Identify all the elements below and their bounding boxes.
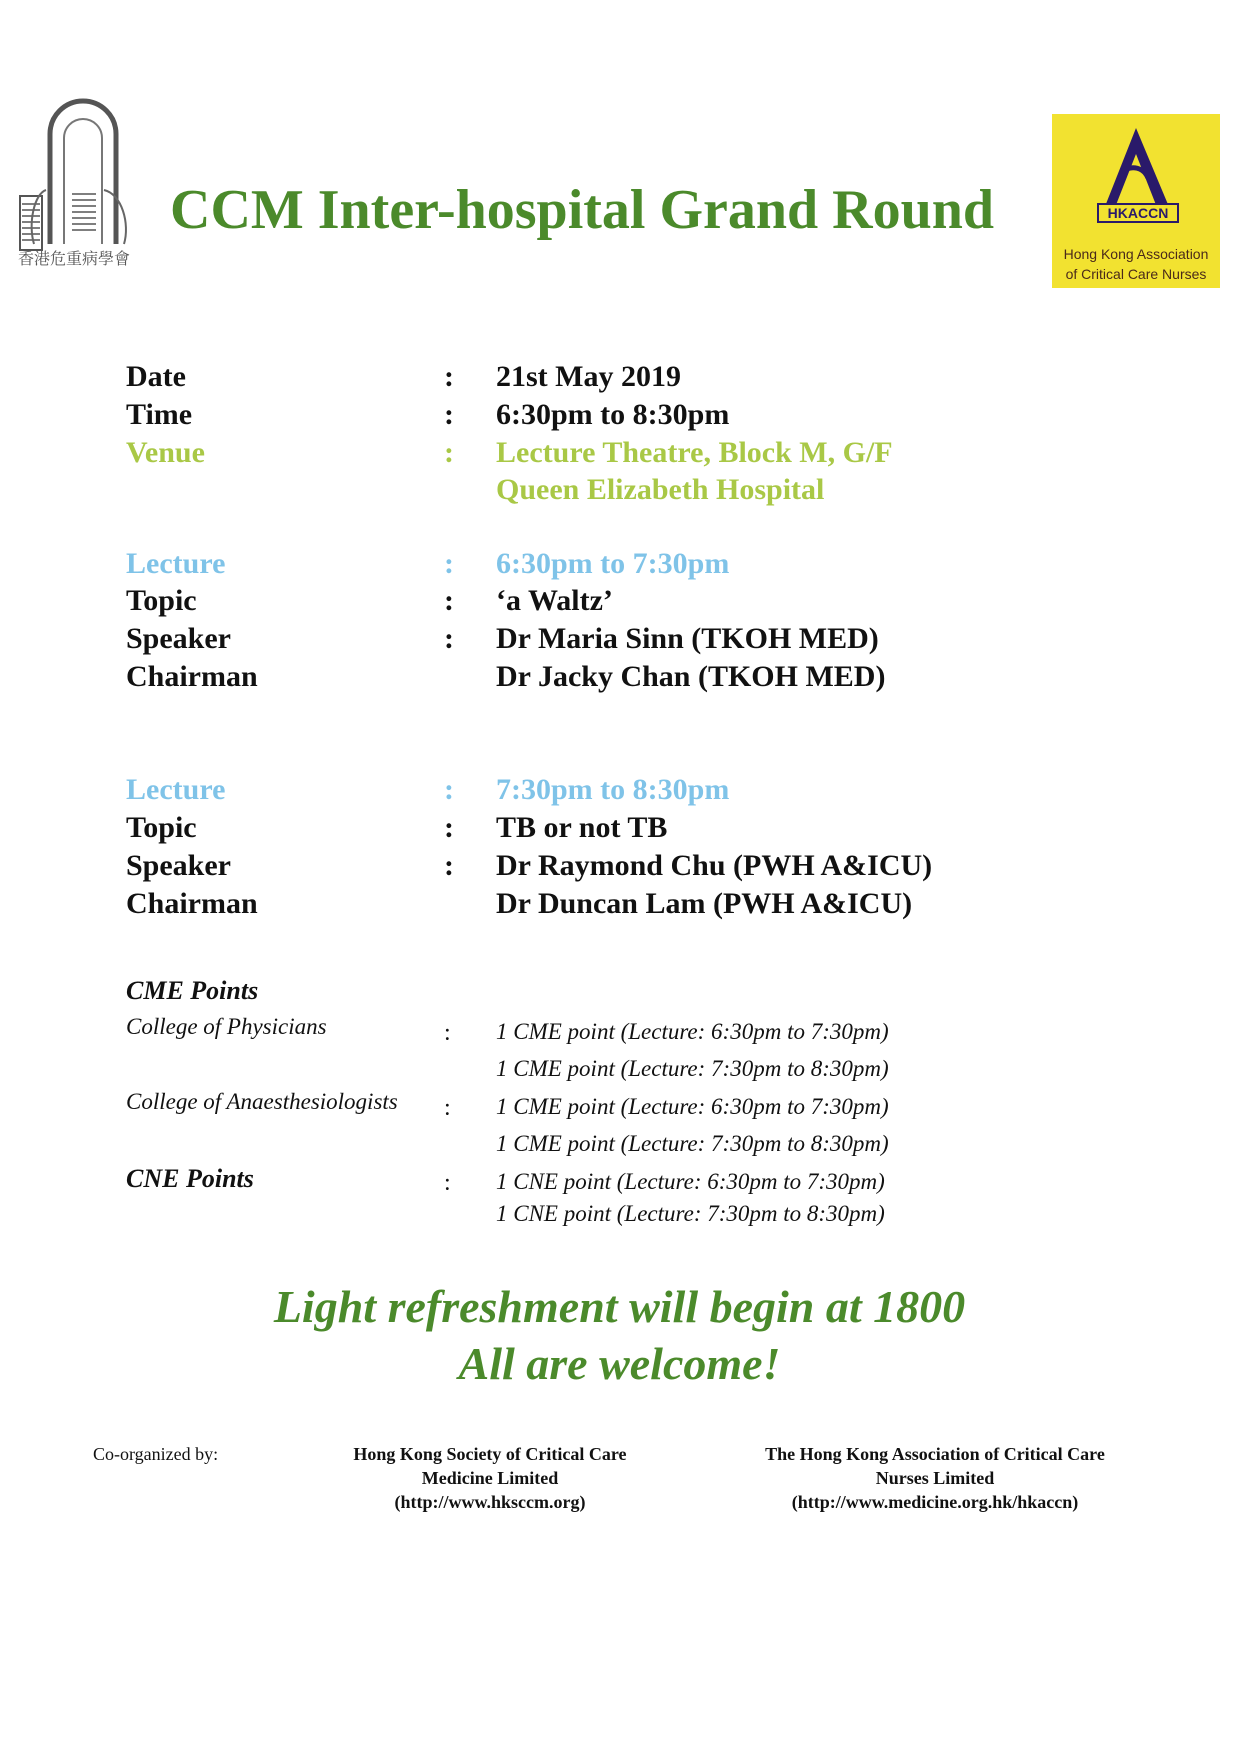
lecture-1-topic-row [126,584,1146,622]
venue-label: Venue [126,436,205,469]
hkaccn-logo [1052,114,1220,288]
speaker-value: Dr Raymond Chu (PWH A&ICU) [496,849,933,882]
org-name-line2: Medicine Limited [421,1468,559,1488]
footer-org-hkaccn [710,1442,1160,1514]
colon: : [444,360,454,393]
org-name-line1: Hong Kong Society of Critical Care [353,1444,627,1464]
cne-heading: CNE Points [126,1164,254,1193]
chairman-label: Chairman [126,887,258,920]
lecture-2-chairman-row [126,887,1146,925]
date-label: Date [126,360,186,393]
date-row [126,360,1146,398]
venue-row [126,436,1146,474]
cne-point-item: 1 CNE point (Lecture: 6:30pm to 7:30pm) [496,1169,885,1194]
college-physicians-label: College of Physicians [126,1014,327,1039]
cme-point-item: 1 CME point (Lecture: 7:30pm to 8:30pm) [496,1056,889,1081]
chairman-value: Dr Duncan Lam (PWH A&ICU) [496,887,913,920]
hkaccn-org-name [1052,244,1220,284]
colon: : [444,773,454,806]
date-value: 21st May 2019 [496,360,681,393]
time-value: 6:30pm to 8:30pm [496,398,730,431]
colon: : [444,1020,451,1046]
topic-value: ‘a Waltz’ [496,584,613,617]
speaker-label: Speaker [126,849,231,882]
lecture-1-chairman-row [126,660,1146,698]
welcome-notice: All are welcome! [458,1338,781,1389]
colon: : [444,622,454,655]
org-name-line1: The Hong Kong Association of Critical Care [765,1444,1105,1464]
lecture-2-speaker-row [126,849,1146,887]
lecture-2-time-row [126,773,1146,811]
colon: : [444,1170,451,1196]
hkaccn-badge-text: HKACCN [1107,205,1169,221]
lecture-label: Lecture [126,773,226,806]
hksccm-emblem-graphic [16,94,146,294]
co-organized-label: Co-organized by: [93,1444,219,1464]
topic-value: TB or not TB [496,811,668,844]
cme-point-item: 1 CME point (Lecture: 6:30pm to 7:30pm) [496,1019,889,1044]
speaker-label: Speaker [126,622,231,655]
hkaccn-emblem-graphic [1052,114,1220,239]
venue-value-line1: Lecture Theatre, Block M, G/F [496,436,893,469]
cme-point-item: 1 CME point (Lecture: 6:30pm to 7:30pm) [496,1094,889,1119]
colon: : [444,584,454,617]
colon: : [444,849,454,882]
venue-value-line2: Queen Elizabeth Hospital [496,473,825,506]
cne-point-item: 1 CNE point (Lecture: 7:30pm to 8:30pm) [496,1201,885,1226]
time-label: Time [126,398,193,431]
org-url[interactable]: (http://www.hksccm.org) [394,1492,586,1512]
org-url[interactable]: (http://www.medicine.org.hk/hkaccn) [791,1492,1079,1512]
lecture-time: 6:30pm to 7:30pm [496,547,730,580]
footer-org-hksccm [310,1442,670,1514]
lecture-time: 7:30pm to 8:30pm [496,773,730,806]
cme-heading: CME Points [126,976,259,1005]
venue-row-2 [126,473,1146,511]
lecture-2-topic-row [126,811,1146,849]
page-title: CCM Inter-hospital Grand Round [170,179,995,241]
org-name-line2: Nurses Limited [875,1468,995,1488]
hksccm-logo [16,94,146,294]
cme-point-item: 1 CME point (Lecture: 7:30pm to 8:30pm) [496,1131,889,1156]
colon: : [444,398,454,431]
colon: : [444,547,454,580]
lecture-1-time-row [126,547,1146,585]
time-row [126,398,1146,436]
colon: : [444,1095,451,1121]
lecture-label: Lecture [126,547,226,580]
refreshment-notice: Light refreshment will begin at 1800 [273,1281,966,1332]
hkaccn-org-name-line2: of Critical Care Nurses [1065,266,1207,282]
chairman-label: Chairman [126,660,258,693]
chairman-value: Dr Jacky Chan (TKOH MED) [496,660,886,693]
colon: : [444,436,454,469]
lecture-1-speaker-row [126,622,1146,660]
hksccm-chinese-name: 香港危重病學會 [18,249,131,268]
topic-label: Topic [126,811,197,844]
speaker-value: Dr Maria Sinn (TKOH MED) [496,622,879,655]
college-anaesthesiologists-label: College of Anaesthesiologists [126,1089,398,1114]
hkaccn-org-name-line1: Hong Kong Association [1063,246,1209,262]
topic-label: Topic [126,584,197,617]
colon: : [444,811,454,844]
